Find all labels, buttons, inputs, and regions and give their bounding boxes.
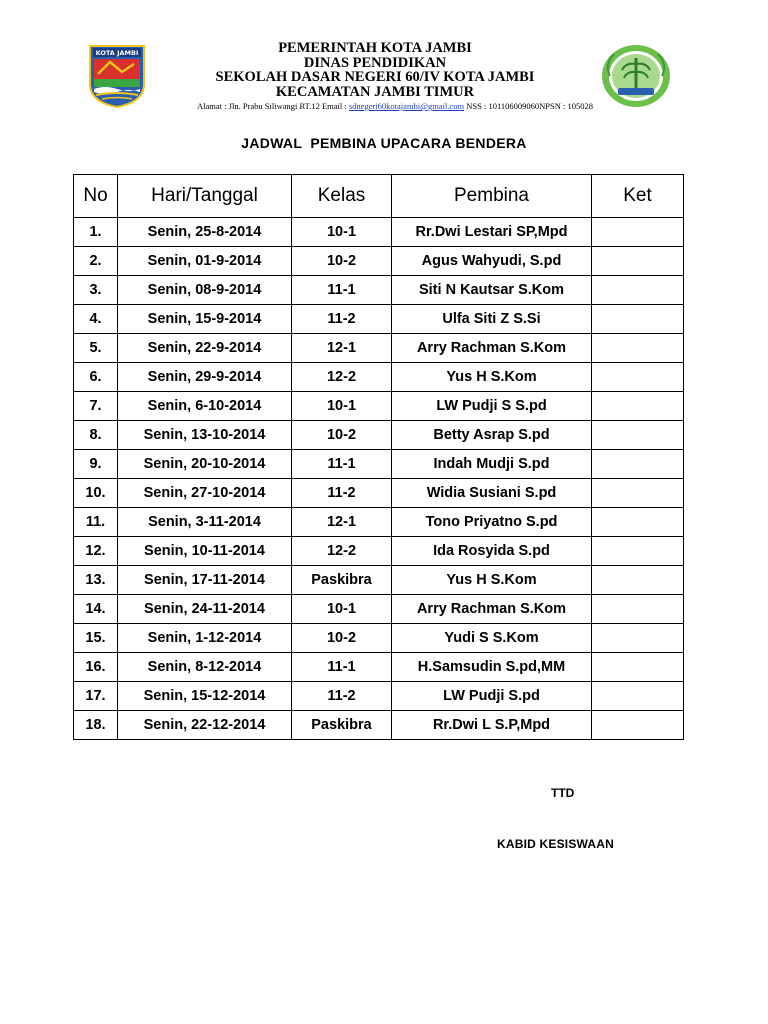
- cell-note: [592, 653, 684, 682]
- cell-no: 3.: [74, 276, 118, 305]
- logo-left-text: KOTA JAMBI: [95, 49, 139, 57]
- cell-class: 11-1: [292, 450, 392, 479]
- header-no: No: [74, 175, 118, 218]
- cell-no: 6.: [74, 363, 118, 392]
- cell-class: 11-1: [292, 276, 392, 305]
- cell-note: [592, 450, 684, 479]
- cell-supervisor: Tono Priyatno S.pd: [392, 508, 592, 537]
- cell-class: Paskibra: [292, 566, 392, 595]
- table-row: [74, 392, 684, 421]
- cell-note: [592, 508, 684, 537]
- cell-note: [592, 218, 684, 247]
- table-row: [74, 421, 684, 450]
- table-row: [74, 334, 684, 363]
- cell-supervisor: H.Samsudin S.pd,MM: [392, 653, 592, 682]
- cell-no: 16.: [74, 653, 118, 682]
- cell-supervisor: Yus H S.Kom: [392, 363, 592, 392]
- header-note: Ket: [592, 175, 684, 218]
- table-row: [74, 653, 684, 682]
- cell-supervisor: Ulfa Siti Z S.Si: [392, 305, 592, 334]
- cell-class: 12-2: [292, 537, 392, 566]
- address-prefix: Alamat : Jln. Prabu Siliwangi RT.12 Email :: [197, 101, 349, 111]
- cell-date: Senin, 1-12-2014: [118, 624, 292, 653]
- table-row: [74, 479, 684, 508]
- district-name: KECAMATAN JAMBI TIMUR: [275, 83, 475, 100]
- table-row: [74, 711, 684, 740]
- schedule-table: [73, 174, 684, 740]
- school-emblem-logo: [600, 44, 672, 108]
- cell-date: Senin, 08-9-2014: [118, 276, 292, 305]
- government-name: PEMERINTAH KOTA JAMBI: [278, 40, 472, 56]
- cell-supervisor: Arry Rachman S.Kom: [392, 595, 592, 624]
- cell-date: Senin, 6-10-2014: [118, 392, 292, 421]
- cell-no: 11.: [74, 508, 118, 537]
- cell-no: 8.: [74, 421, 118, 450]
- cell-note: [592, 276, 684, 305]
- cell-date: Senin, 27-10-2014: [118, 479, 292, 508]
- cell-no: 12.: [74, 537, 118, 566]
- table-row: [74, 305, 684, 334]
- cell-no: 2.: [74, 247, 118, 276]
- cell-date: Senin, 01-9-2014: [118, 247, 292, 276]
- cell-date: Senin, 17-11-2014: [118, 566, 292, 595]
- cell-date: Senin, 3-11-2014: [118, 508, 292, 537]
- cell-date: Senin, 20-10-2014: [118, 450, 292, 479]
- cell-note: [592, 305, 684, 334]
- cell-date: Senin, 24-11-2014: [118, 595, 292, 624]
- table-row: [74, 566, 684, 595]
- cell-note: [592, 479, 684, 508]
- table-header-row: [74, 175, 684, 218]
- cell-date: Senin, 29-9-2014: [118, 363, 292, 392]
- cell-date: Senin, 22-12-2014: [118, 711, 292, 740]
- cell-no: 5.: [74, 334, 118, 363]
- table-row: [74, 624, 684, 653]
- department-name: DINAS PENDIDIKAN: [303, 54, 447, 71]
- cell-no: 18.: [74, 711, 118, 740]
- cell-no: 13.: [74, 566, 118, 595]
- cell-date: Senin, 15-9-2014: [118, 305, 292, 334]
- cell-no: 9.: [74, 450, 118, 479]
- kota-jambi-logo: [88, 44, 146, 108]
- cell-date: Senin, 13-10-2014: [118, 421, 292, 450]
- cell-class: 12-2: [292, 363, 392, 392]
- cell-note: [592, 363, 684, 392]
- cell-note: [592, 595, 684, 624]
- header-date: Hari/Tanggal: [118, 175, 292, 218]
- cell-note: [592, 247, 684, 276]
- table-row: [74, 682, 684, 711]
- cell-no: 10.: [74, 479, 118, 508]
- address-suffix: NSS : 101106009060NPSN : 105028: [464, 101, 593, 111]
- cell-supervisor: LW Pudji S S.pd: [392, 392, 592, 421]
- cell-no: 15.: [74, 624, 118, 653]
- signature-role: KABID KESISWAAN: [497, 837, 615, 851]
- cell-supervisor: Widia Susiani S.pd: [392, 479, 592, 508]
- cell-supervisor: Yudi S S.Kom: [392, 624, 592, 653]
- cell-class: Paskibra: [292, 711, 392, 740]
- cell-no: 1.: [74, 218, 118, 247]
- cell-no: 17.: [74, 682, 118, 711]
- table-row: [74, 247, 684, 276]
- cell-class: 10-1: [292, 392, 392, 421]
- letterhead: [0, 40, 768, 120]
- cell-supervisor: Yus H S.Kom: [392, 566, 592, 595]
- schedule-body: [74, 218, 684, 740]
- cell-class: 11-1: [292, 653, 392, 682]
- cell-supervisor: Indah Mudji S.pd: [392, 450, 592, 479]
- cell-note: [592, 421, 684, 450]
- cell-supervisor: Siti N Kautsar S.Kom: [392, 276, 592, 305]
- cell-date: Senin, 22-9-2014: [118, 334, 292, 363]
- cell-class: 10-2: [292, 421, 392, 450]
- table-row: [74, 218, 684, 247]
- cell-class: 11-2: [292, 305, 392, 334]
- table-row: [74, 537, 684, 566]
- cell-no: 7.: [74, 392, 118, 421]
- cell-note: [592, 392, 684, 421]
- cell-class: 12-1: [292, 508, 392, 537]
- cell-class: 10-2: [292, 247, 392, 276]
- signature-ttd: TTD: [551, 786, 575, 800]
- cell-note: [592, 624, 684, 653]
- cell-class: 11-2: [292, 479, 392, 508]
- school-name: SEKOLAH DASAR NEGERI 60/IV KOTA JAMBI: [215, 69, 535, 85]
- cell-date: Senin, 25-8-2014: [118, 218, 292, 247]
- cell-date: Senin, 10-11-2014: [118, 537, 292, 566]
- cell-note: [592, 682, 684, 711]
- table-row: [74, 363, 684, 392]
- cell-no: 4.: [74, 305, 118, 334]
- cell-supervisor: Rr.Dwi L S.P,Mpd: [392, 711, 592, 740]
- cell-class: 12-1: [292, 334, 392, 363]
- header-supervisor: Pembina: [392, 175, 592, 218]
- cell-supervisor: Rr.Dwi Lestari SP,Mpd: [392, 218, 592, 247]
- cell-note: [592, 537, 684, 566]
- table-row: [74, 508, 684, 537]
- cell-class: 11-2: [292, 682, 392, 711]
- cell-supervisor: Betty Asrap S.pd: [392, 421, 592, 450]
- cell-note: [592, 334, 684, 363]
- cell-supervisor: Ida Rosyida S.pd: [392, 537, 592, 566]
- cell-note: [592, 566, 684, 595]
- table-row: [74, 595, 684, 624]
- email-link[interactable]: sdnegeri60kotajambi@gmail.com: [348, 101, 465, 111]
- cell-supervisor: LW Pudji S.pd: [392, 682, 592, 711]
- table-row: [74, 450, 684, 479]
- page-title: JADWAL PEMBINA UPACARA BENDERA: [241, 135, 527, 151]
- cell-supervisor: Arry Rachman S.Kom: [392, 334, 592, 363]
- cell-class: 10-2: [292, 624, 392, 653]
- cell-note: [592, 711, 684, 740]
- header-class: Kelas: [292, 175, 392, 218]
- cell-class: 10-1: [292, 595, 392, 624]
- cell-supervisor: Agus Wahyudi, S.pd: [392, 247, 592, 276]
- letterhead-text: [150, 41, 600, 99]
- cell-no: 14.: [74, 595, 118, 624]
- cell-class: 10-1: [292, 218, 392, 247]
- cell-date: Senin, 8-12-2014: [118, 653, 292, 682]
- cell-date: Senin, 15-12-2014: [118, 682, 292, 711]
- table-row: [74, 276, 684, 305]
